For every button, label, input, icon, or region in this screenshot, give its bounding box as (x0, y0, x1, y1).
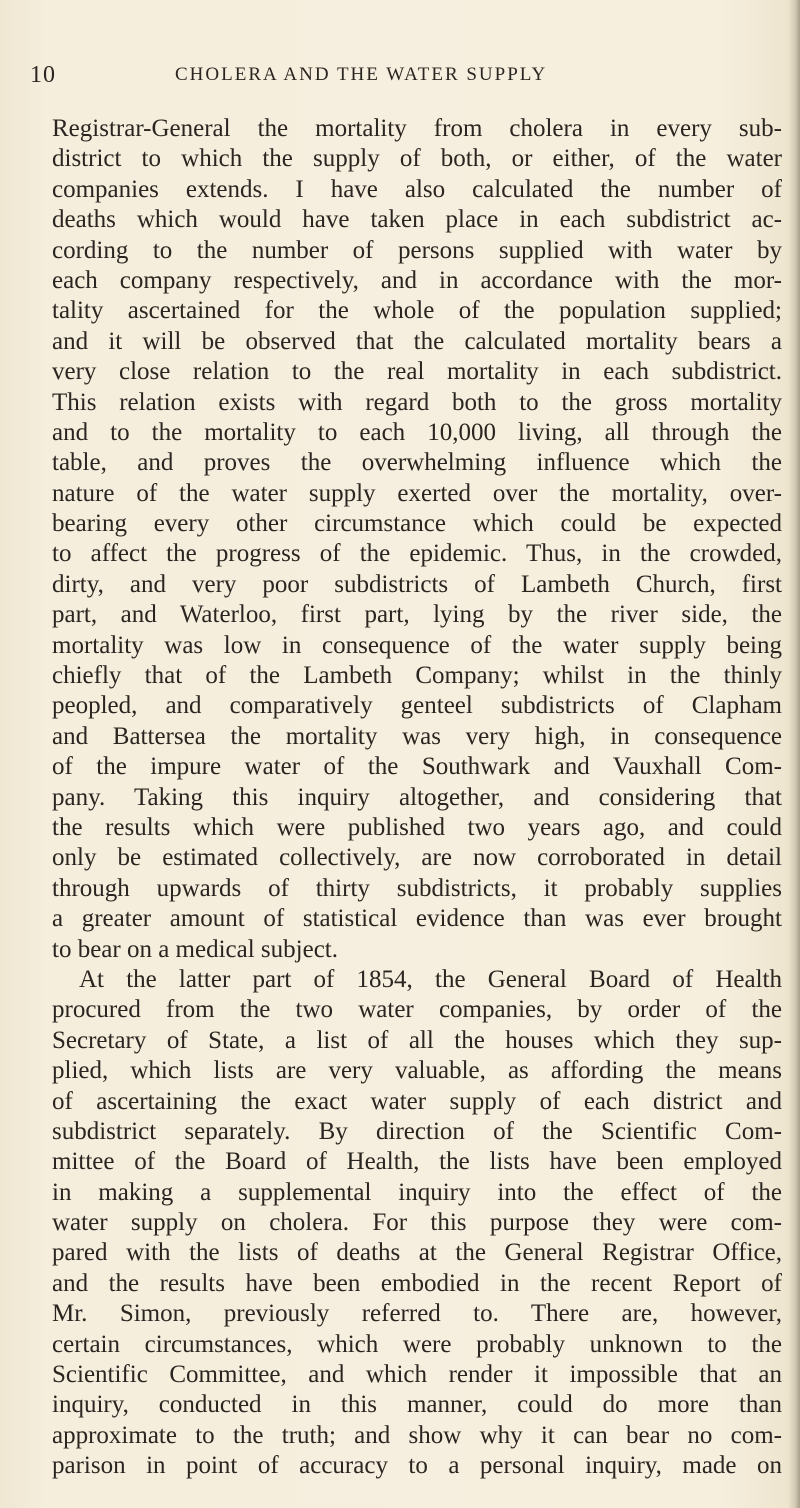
text-line: very close relation to the real mortality in each subdistrict. (52, 358, 782, 386)
text-line: of ascertaining the exact water supply of each district and (52, 1087, 782, 1115)
text-line: to affect the progress of the epidemic. Thus, in the crowded, (52, 540, 782, 568)
text-line: peopled, and comparatively genteel subdistricts of Clapham (52, 692, 782, 720)
text-line: chiefly that of the Lambeth Company; whilst in the thinly (52, 662, 782, 690)
text-line: and it will be observed that the calculated mortality bears a (52, 327, 782, 355)
text-line: of the impure water of the Southwark and Vauxhall Com- (52, 753, 782, 781)
text-line: This relation exists with regard both to the gross mortality (52, 388, 782, 416)
text-line: mortality was low in consequence of the water supply being (52, 631, 782, 659)
body-text (52, 114, 782, 1482)
text-line: to bear on a medical subject. (52, 935, 338, 963)
text-line: At the latter part of 1854, the General Board of Health (79, 965, 782, 993)
text-line: part, and Waterloo, first part, lying by the river side, the (52, 601, 782, 629)
text-line: plied, which lists are very valuable, as affording the means (52, 1057, 782, 1085)
text-line: through upwards of thirty subdistricts, it probably supplies (52, 874, 782, 902)
text-line: Registrar-General the mortality from cholera in every sub- (52, 115, 782, 142)
text-line: nature of the water supply exerted over the mortality, over- (52, 479, 782, 507)
text-line: pany. Taking this inquiry altogether, and considering that (52, 783, 782, 811)
text-line: deaths which would have taken place in each subdistrict ac- (52, 206, 782, 234)
text-line: certain circumstances, which were probably unknown to the (52, 1330, 782, 1358)
text-line: a greater amount of statistical evidence than was ever brought (52, 905, 782, 933)
running-title: CHOLERA AND THE WATER SUPPLY (175, 64, 548, 85)
text-line: subdistrict separately. By direction of the Scientific Com- (52, 1117, 782, 1145)
text-line: the results which were published two years ago, and could (52, 813, 782, 841)
text-line: dirty, and very poor subdistricts of Lambeth Church, first (52, 570, 782, 598)
text-line: in making a supplemental inquiry into the effect of the (52, 1178, 782, 1206)
paragraph-2 (52, 965, 782, 1482)
page-edge-shadow (788, 0, 800, 1508)
paragraph-1 (52, 114, 782, 965)
page-number: 10 (30, 62, 56, 88)
page-header (30, 62, 710, 92)
text-line: each company respectively, and in accordance with the mor- (52, 266, 782, 294)
text-line: parison in point of accuracy to a personal inquiry, made on (52, 1452, 782, 1480)
text-line: pared with the lists of deaths at the General Registrar Office, (52, 1239, 782, 1267)
text-line: approximate to the truth; and show why it can bear no com- (52, 1421, 782, 1449)
text-line: and the results have been embodied in the recent Report of (52, 1269, 782, 1297)
text-line: Mr. Simon, previously referred to. There are, however, (52, 1300, 782, 1328)
text-line: only be estimated collectively, are now corroborated in detail (52, 844, 782, 872)
text-line: and to the mortality to each 10,000 living, all through the (52, 418, 782, 446)
text-line: and Battersea the mortality was very high, in consequence (52, 722, 782, 750)
text-line: district to which the supply of both, or either, of the water (52, 145, 782, 173)
text-line: cording to the number of persons supplied with water by (52, 236, 782, 264)
text-line: bearing every other circumstance which could be expected (52, 510, 782, 538)
text-line: tality ascertained for the whole of the population supplied; (52, 297, 782, 325)
text-line: mittee of the Board of Health, the lists have been employed (52, 1148, 782, 1176)
text-line: inquiry, conducted in this manner, could do more than (52, 1391, 782, 1419)
text-line: companies extends. I have also calculated the number of (52, 175, 782, 203)
text-line: procured from the two water companies, by order of the (52, 996, 782, 1024)
text-line: water supply on cholera. For this purpose they were com- (52, 1209, 782, 1237)
text-line: Scientific Committee, and which render it impossible that an (52, 1361, 782, 1389)
text-line: Secretary of State, a list of all the houses which they sup- (52, 1026, 782, 1054)
text-line: table, and proves the overwhelming influence which the (52, 449, 782, 477)
